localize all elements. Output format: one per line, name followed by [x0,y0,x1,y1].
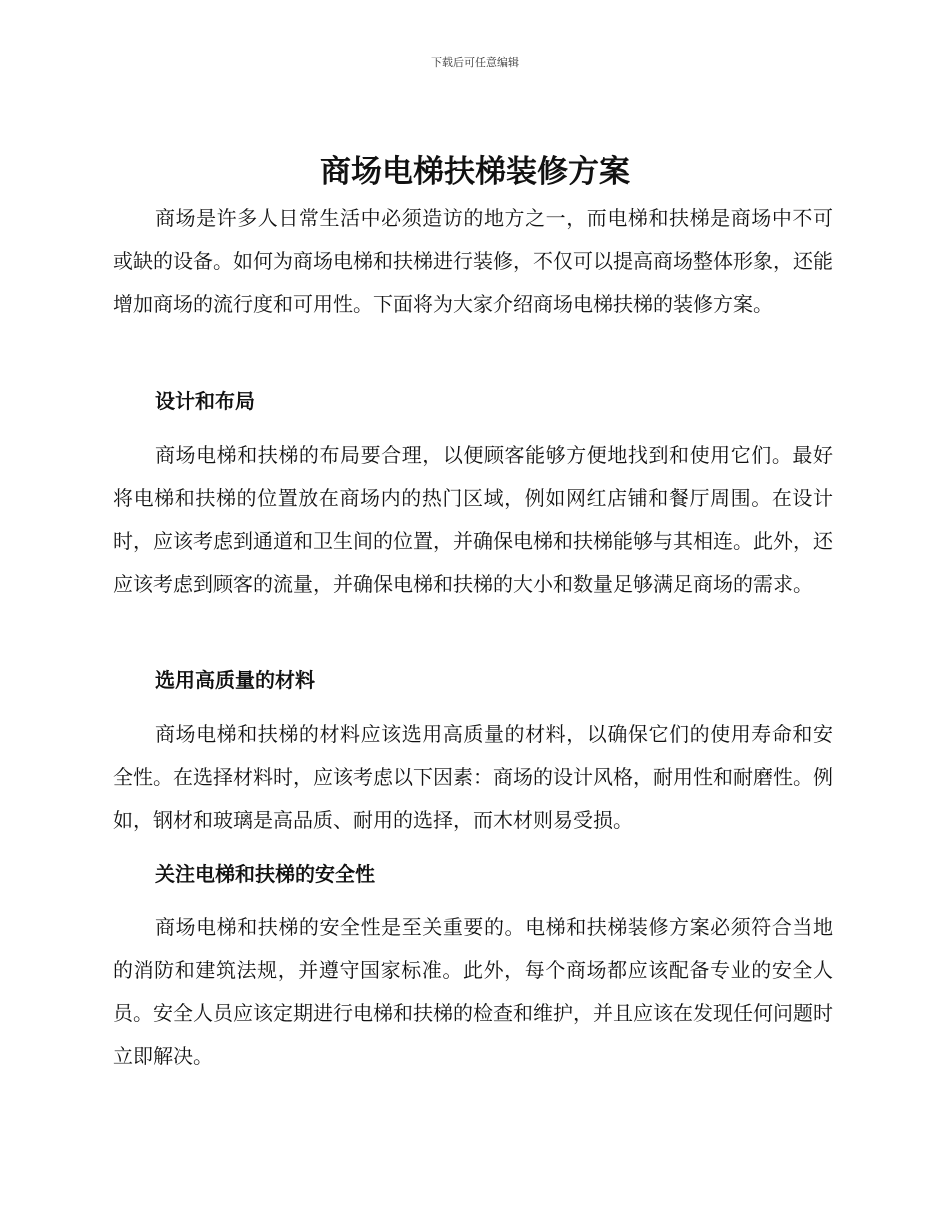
section-paragraph-materials: 商场电梯和扶梯的材料应该选用高质量的材料，以确保它们的使用寿命和安全性。在选择材料时，应该考虑以下因素：商场的设计风格，耐用性和耐磨性。例如，钢材和玻璃是高品质、耐用的选择，而木材则易受损。 [113,722,833,832]
intro-paragraph: 商场是许多人日常生活中必须造访的地方之一，而电梯和扶梯是商场中不可或缺的设备。如何为商场电梯和扶梯进行装修，不仅可以提高商场整体形象，还能增加商场的流行度和可用性。下面将为大家介绍商场电梯扶梯的装修方案。 [113,206,833,316]
section-paragraph-design-layout: 商场电梯和扶梯的布局要合理，以便顾客能够方便地找到和使用它们。最好将电梯和扶梯的位置放在商场内的热门区域，例如网红店铺和餐厅周围。在设计时，应该考虑到通道和卫生间的位置，并确保电梯和扶梯能够与其相连。此外，还应该考虑到顾客的流量，并确保电梯和扶梯的大小和数量足够满足商场的需求。 [113,443,833,596]
section-heading-materials: 选用高质量的材料 [155,668,315,692]
section-heading-safety: 关注电梯和扶梯的安全性 [155,862,375,886]
header-note: 下载后可任意编辑 [431,56,519,69]
document-title: 商场电梯扶梯装修方案 [320,154,630,190]
section-paragraph-safety: 商场电梯和扶梯的安全性是至关重要的。电梯和扶梯装修方案必须符合当地的消防和建筑法规，并遵守国家标准。此外，每个商场都应该配备专业的安全人员。安全人员应该定期进行电梯和扶梯的检查和维护，并且应该在发现任何问题时立即解决。 [113,915,833,1068]
section-heading-design-layout: 设计和布局 [155,389,255,413]
